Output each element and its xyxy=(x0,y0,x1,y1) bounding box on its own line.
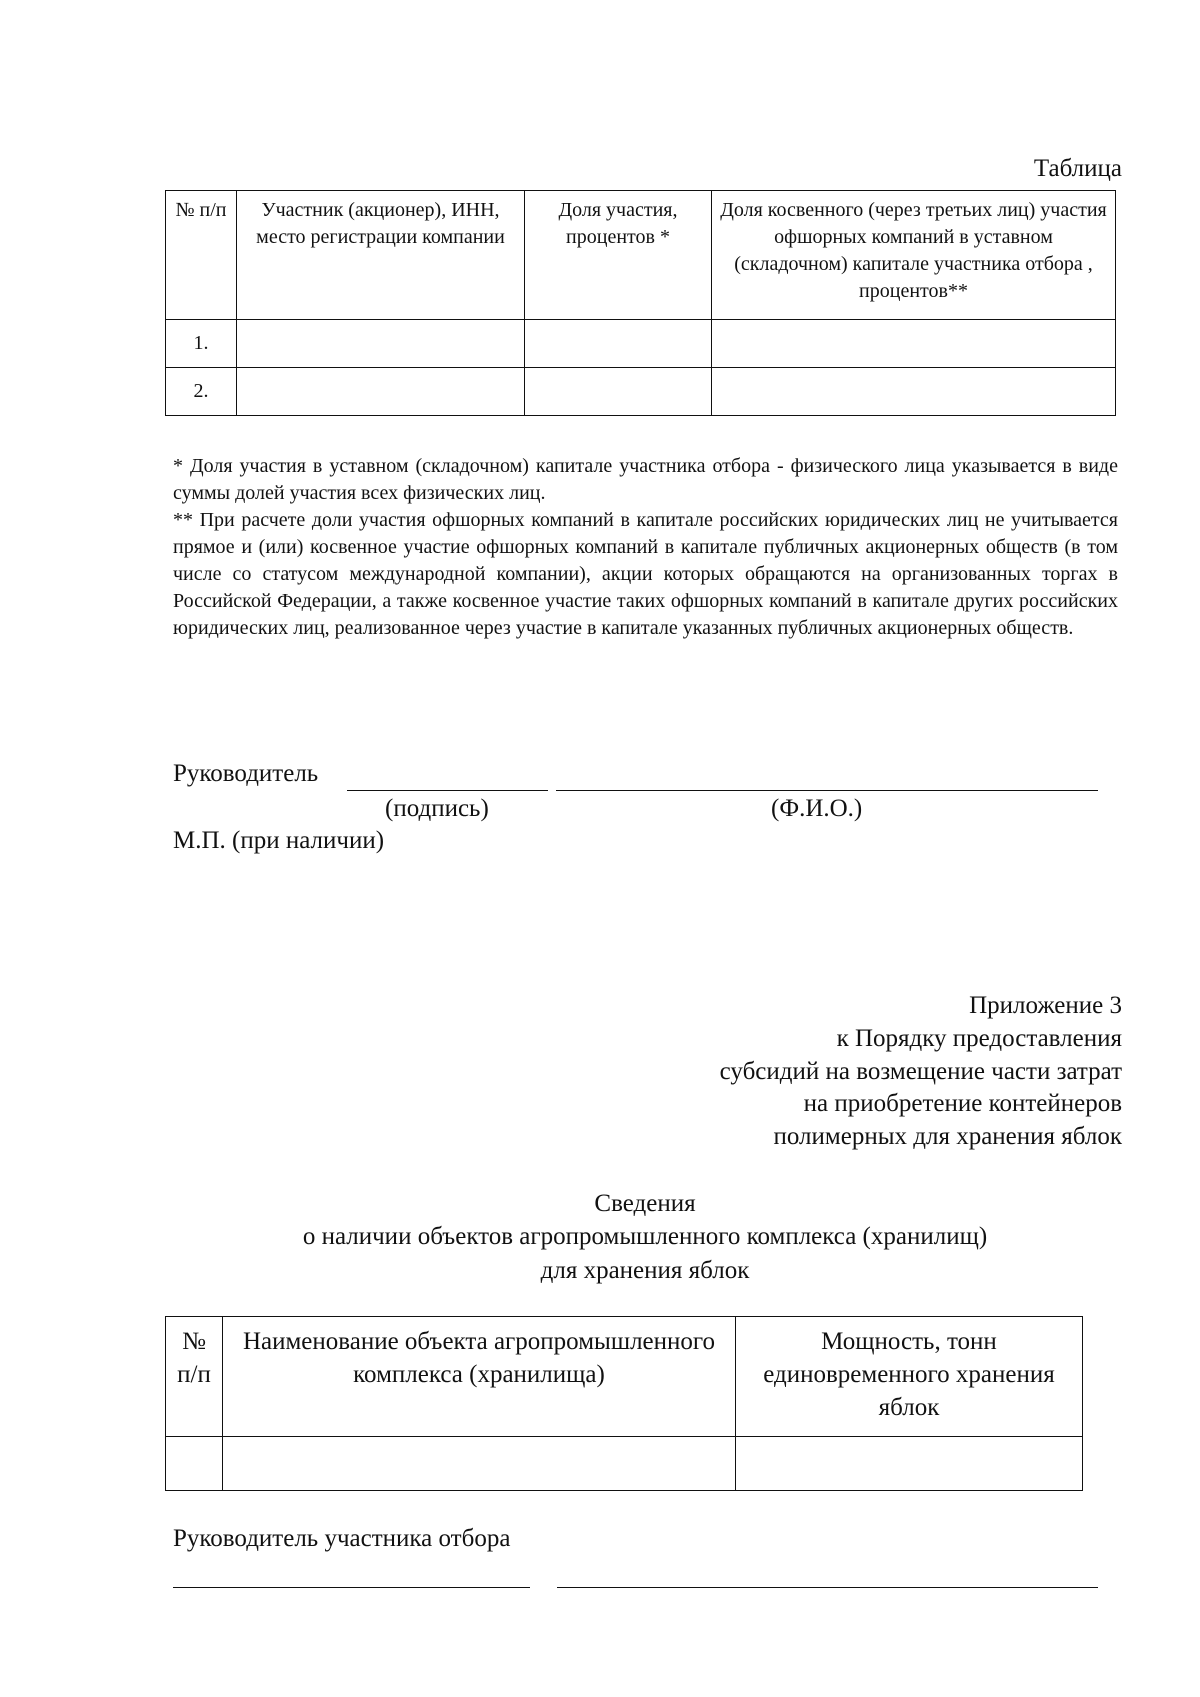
column-header-offshore-share: Доля косвенного (через третьих лиц) участия офшорных компаний в уставном (складочном) капитале участника отбора , процентов** xyxy=(712,191,1116,320)
storage-facilities-table xyxy=(165,1316,1083,1491)
appendix-line: на приобретение контейнеров xyxy=(803,1090,1122,1118)
table-cell: 1. xyxy=(166,320,237,368)
table-cell xyxy=(712,320,1116,368)
table-cell xyxy=(237,368,525,416)
column-header-share: Доля участия, процентов * xyxy=(525,191,712,320)
name-caption: (Ф.И.О.) xyxy=(771,795,863,822)
footnote-1: * Доля участия в уставном (складочном) капитале участника отбора - физического лица указывается в виде суммы долей участия всех физических лиц. xyxy=(173,455,1118,504)
signature-label: Руководитель xyxy=(173,760,319,787)
column-header-capacity: Мощность, тонн единовременного хранения яблок xyxy=(736,1317,1083,1437)
appendix-line: субсидий на возмещение части затрат xyxy=(719,1057,1122,1085)
appendix-line: Приложение 3 xyxy=(969,992,1122,1019)
title-line: для хранения яблок xyxy=(540,1256,750,1284)
footer-signature-line xyxy=(173,1587,530,1588)
table-cell xyxy=(712,368,1116,416)
table-cell xyxy=(736,1437,1083,1491)
title-line: Сведения xyxy=(594,1190,696,1217)
footnotes xyxy=(173,453,1118,642)
document-title xyxy=(0,1187,1200,1287)
column-header-facility-name: Наименование объекта агропромышленного комплекса (хранилища) xyxy=(223,1317,736,1437)
appendix-line: к Порядку предоставления xyxy=(836,1024,1122,1052)
shareholders-table xyxy=(165,190,1116,416)
table-caption: Таблица xyxy=(1033,155,1122,182)
signature-line xyxy=(347,790,548,791)
table-cell xyxy=(166,1437,223,1491)
table-cell xyxy=(223,1437,736,1491)
signature-caption: (подпись) xyxy=(385,795,489,822)
title-line: о наличии объектов агропромышленного комплекса (хранилищ) xyxy=(302,1223,988,1251)
appendix-heading xyxy=(562,990,1122,1154)
column-header-participant: Участник (акционер), ИНН, место регистрации компании xyxy=(237,191,525,320)
table-row xyxy=(166,1437,1083,1491)
table-row xyxy=(166,320,1116,368)
table-header-row xyxy=(166,191,1116,320)
column-header-number: № п/п xyxy=(166,1317,223,1437)
appendix-line: полимерных для хранения яблок xyxy=(773,1123,1122,1150)
footer-signature-label: Руководитель участника отбора xyxy=(173,1525,511,1552)
table-cell xyxy=(237,320,525,368)
name-line xyxy=(556,790,1098,791)
table-header-row xyxy=(166,1317,1083,1437)
column-header-number: № п/п xyxy=(166,191,237,320)
footer-name-line xyxy=(557,1587,1098,1588)
table-cell: 2. xyxy=(166,368,237,416)
footnote-2: ** При расчете доли участия офшорных компаний в капитале российских юридических лиц не учитывается прямое и (или) косвенное участие офшорных компаний в капитале публичных акционерных обществ (в том числе со статусом международной компании), акции которых обращаются на организованных торгах в Российской Федерации, а также косвенное участие таких офшорных компаний в капитале других российских юридических лиц, реализованное через участие в капитале указанных публичных акционерных обществ. xyxy=(173,509,1118,639)
stamp-label: М.П. (при наличии) xyxy=(173,827,385,854)
table-cell xyxy=(525,368,712,416)
table-cell xyxy=(525,320,712,368)
table-row xyxy=(166,368,1116,416)
